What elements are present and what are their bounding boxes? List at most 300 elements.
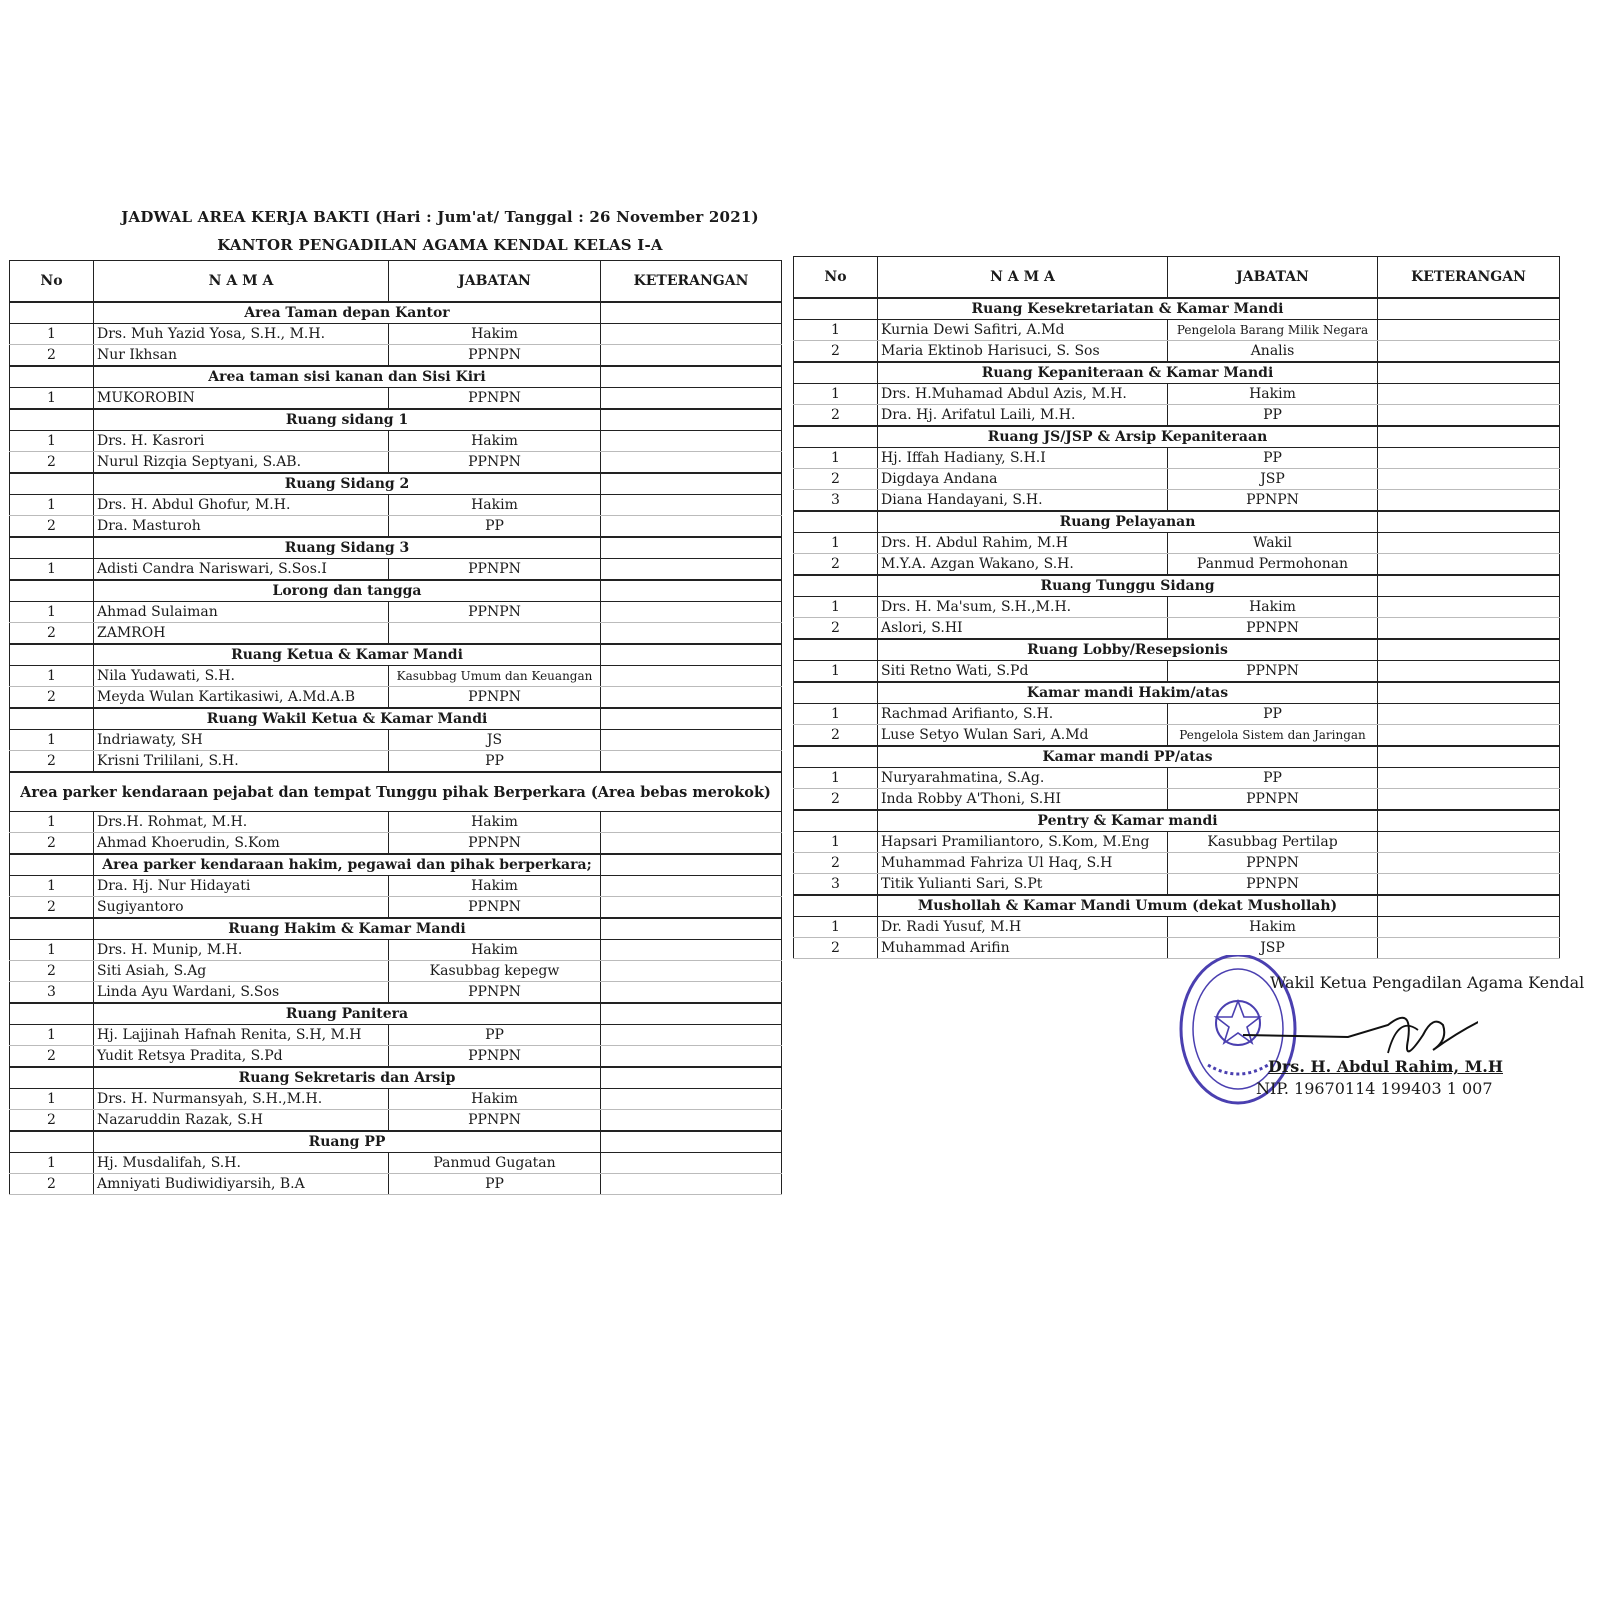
person-name: Siti Asiah, S.Ag [94,961,389,982]
remarks-cell [1378,554,1560,576]
table-row [10,961,782,982]
section-keterangan-cell [601,409,782,431]
table-row [794,405,1560,427]
table-row [10,388,782,410]
person-position: PP [389,516,601,538]
section-keterangan-cell [1378,895,1560,917]
person-position: Hakim [389,812,601,833]
person-position: Hakim [389,431,601,452]
column-header-nama: N A M A [878,257,1168,299]
row-number: 1 [794,448,878,469]
table-header-row [10,261,782,303]
person-name: Drs. H. Abdul Ghofur, M.H. [94,495,389,516]
table-row [10,687,782,709]
person-name: Nazaruddin Razak, S.H [94,1110,389,1132]
signature-block [1178,955,1585,1115]
table-row [794,554,1560,576]
row-number: 3 [794,874,878,896]
section-keterangan-cell [601,537,782,559]
section-no-cell [794,639,878,661]
row-number: 1 [10,666,94,687]
person-name: Dra. Hj. Nur Hidayati [94,876,389,897]
person-name: Drs. H. Nurmansyah, S.H.,M.H. [94,1089,389,1110]
remarks-cell [1378,384,1560,405]
section-title: Area taman sisi kanan dan Sisi Kiri [94,366,601,388]
section-title: Ruang Tunggu Sidang [878,575,1378,597]
section-keterangan-cell [1378,575,1560,597]
table-body-left [10,302,782,1195]
remarks-cell [1378,917,1560,938]
person-name: Muhammad Fahriza Ul Haq, S.H [878,853,1168,874]
person-name: Diana Handayani, S.H. [878,490,1168,512]
person-name: Krisni Trililani, S.H. [94,751,389,773]
section-keterangan-cell [1378,810,1560,832]
person-position: PP [389,751,601,773]
schedule-table-right [793,256,1560,959]
person-position: Hakim [389,1089,601,1110]
table-row [10,1089,782,1110]
section-row [794,810,1560,832]
section-keterangan-cell [601,473,782,495]
person-position: Kasubbag Umum dan Keuangan [389,666,601,687]
remarks-cell [601,1046,782,1068]
section-row [794,362,1560,384]
person-position: PPNPN [389,982,601,1004]
row-number: 1 [10,602,94,623]
person-position: Analis [1168,341,1378,363]
person-name: Linda Ayu Wardani, S.Sos [94,982,389,1004]
row-number: 2 [10,516,94,538]
row-number: 1 [10,1153,94,1174]
person-name: Sugiyantoro [94,897,389,919]
section-keterangan-cell [601,1131,782,1153]
table-row [10,452,782,474]
person-name: Drs. H.Muhamad Abdul Azis, M.H. [878,384,1168,405]
section-title: Ruang Wakil Ketua & Kamar Mandi [94,708,601,730]
person-position: Wakil [1168,533,1378,554]
person-position: Hakim [389,876,601,897]
remarks-cell [601,666,782,687]
row-number: 1 [794,832,878,853]
remarks-cell [1378,832,1560,853]
remarks-cell [601,1174,782,1195]
table-row [794,597,1560,618]
person-position: JS [389,730,601,751]
signatory-title: Wakil Ketua Pengadilan Agama Kendal [1270,973,1585,992]
section-row [10,708,782,730]
person-position: Hakim [389,940,601,961]
person-name: Drs. Muh Yazid Yosa, S.H., M.H. [94,324,389,345]
column-header-nama: N A M A [94,261,389,303]
section-row [10,772,782,812]
remarks-cell [601,940,782,961]
person-position: PPNPN [389,1110,601,1132]
person-name: Luse Setyo Wulan Sari, A.Md [878,725,1168,747]
row-number: 2 [10,687,94,709]
person-position: PPNPN [389,602,601,623]
section-no-cell [794,746,878,768]
person-position: PPNPN [389,388,601,410]
section-keterangan-cell [601,918,782,940]
remarks-cell [1378,618,1560,640]
table-row [794,725,1560,747]
remarks-cell [1378,405,1560,427]
table-row [794,341,1560,363]
remarks-cell [1378,597,1560,618]
table-row [10,876,782,897]
section-title: Ruang JS/JSP & Arsip Kepaniteraan [878,426,1378,448]
section-keterangan-cell [601,708,782,730]
row-number: 1 [10,388,94,410]
section-no-cell [10,580,94,602]
row-number: 2 [794,554,878,576]
person-name: Drs. H. Kasrori [94,431,389,452]
row-number: 1 [794,661,878,683]
section-no-cell [10,473,94,495]
section-no-cell [10,918,94,940]
remarks-cell [601,876,782,897]
remarks-cell [1378,704,1560,725]
remarks-cell [601,1110,782,1132]
person-name: Nur Ikhsan [94,345,389,367]
table-row [10,495,782,516]
remarks-cell [601,687,782,709]
row-number: 2 [794,853,878,874]
section-no-cell [794,511,878,533]
remarks-cell [1378,853,1560,874]
section-title: Ruang Panitera [94,1003,601,1025]
person-name: Drs. H. Abdul Rahim, M.H [878,533,1168,554]
section-keterangan-cell [1378,511,1560,533]
row-number: 1 [10,1089,94,1110]
person-name: ZAMROH [94,623,389,645]
row-number: 2 [10,345,94,367]
section-no-cell [10,409,94,431]
row-number: 2 [10,452,94,474]
column-header-no: No [794,257,878,299]
row-number: 2 [794,618,878,640]
section-row [10,580,782,602]
table-row [10,730,782,751]
person-name: Meyda Wulan Kartikasiwi, A.Md.A.B [94,687,389,709]
person-name: Drs. H. Munip, M.H. [94,940,389,961]
person-position: Kasubbag Pertilap [1168,832,1378,853]
section-title: Ruang Pelayanan [878,511,1378,533]
remarks-cell [601,602,782,623]
section-title: Ruang Kesekretariatan & Kamar Mandi [878,298,1378,320]
table-row [794,768,1560,789]
row-number: 1 [10,940,94,961]
column-header-jabatan: JABATAN [389,261,601,303]
remarks-cell [1378,490,1560,512]
row-number: 1 [794,320,878,341]
person-name: Hapsari Pramiliantoro, S.Kom, M.Eng [878,832,1168,853]
table-row [10,602,782,623]
person-position: Kasubbag kepegw [389,961,601,982]
row-number: 2 [10,751,94,773]
section-row [10,1067,782,1089]
section-no-cell [794,575,878,597]
section-row [10,537,782,559]
section-keterangan-cell [1378,746,1560,768]
person-position: PP [1168,448,1378,469]
table-row [794,533,1560,554]
person-name: Indriawaty, SH [94,730,389,751]
table-header-row [794,257,1560,299]
table-row [794,490,1560,512]
person-position: Pengelola Sistem dan Jaringan [1168,725,1378,747]
person-position: PP [1168,405,1378,427]
remarks-cell [1378,320,1560,341]
table-row [794,704,1560,725]
remarks-cell [1378,341,1560,363]
section-no-cell [794,362,878,384]
row-number: 2 [794,938,878,959]
section-keterangan-cell [601,644,782,666]
remarks-cell [1378,448,1560,469]
person-position: PPNPN [1168,618,1378,640]
person-name: Hj. Iffah Hadiany, S.H.I [878,448,1168,469]
person-name: Drs.H. Rohmat, M.H. [94,812,389,833]
section-row [794,511,1560,533]
table-row [10,345,782,367]
table-row [10,833,782,855]
section-no-cell [794,682,878,704]
section-title: Ruang Ketua & Kamar Mandi [94,644,601,666]
section-row [10,1131,782,1153]
row-number: 1 [10,559,94,581]
table-row [10,1153,782,1174]
row-number: 2 [794,405,878,427]
person-name: MUKOROBIN [94,388,389,410]
person-name: Nurul Rizqia Septyani, S.AB. [94,452,389,474]
signatory-name: Drs. H. Abdul Rahim, M.H [1268,1057,1503,1076]
table-row [10,1110,782,1132]
person-position: PPNPN [389,1046,601,1068]
person-position: PPNPN [1168,490,1378,512]
remarks-cell [601,516,782,538]
section-no-cell [10,366,94,388]
section-title: Area parker kendaraan pejabat dan tempat Tunggu pihak Berperkara (Area bebas merokok) [10,772,782,812]
section-row [794,895,1560,917]
remarks-cell [601,730,782,751]
person-name: Dra. Masturoh [94,516,389,538]
person-position: Pengelola Barang Milik Negara [1168,320,1378,341]
section-title: Ruang Kepaniteraan & Kamar Mandi [878,362,1378,384]
remarks-cell [601,897,782,919]
person-name: Hj. Musdalifah, S.H. [94,1153,389,1174]
section-no-cell [10,537,94,559]
person-name: Dr. Radi Yusuf, M.H [878,917,1168,938]
remarks-cell [1378,469,1560,490]
document-subtitle: KANTOR PENGADILAN AGAMA KENDAL KELAS I-A [217,236,663,254]
person-position: Hakim [389,495,601,516]
section-keterangan-cell [601,854,782,876]
row-number: 1 [794,384,878,405]
section-no-cell [10,708,94,730]
row-number: 3 [10,982,94,1004]
section-keterangan-cell [1378,639,1560,661]
section-row [10,366,782,388]
row-number: 1 [10,495,94,516]
row-number: 1 [10,812,94,833]
section-title: Ruang Sidang 3 [94,537,601,559]
remarks-cell [1378,725,1560,747]
row-number: 1 [10,876,94,897]
table-body-right [794,298,1560,959]
section-row [794,298,1560,320]
schedule-table-left [9,260,782,1195]
section-keterangan-cell [1378,682,1560,704]
person-name: Ahmad Sulaiman [94,602,389,623]
table-row [794,384,1560,405]
person-position: PPNPN [1168,853,1378,874]
remarks-cell [601,388,782,410]
table-row [10,666,782,687]
section-title: Kamar mandi PP/atas [878,746,1378,768]
person-name: Drs. H. Ma'sum, S.H.,M.H. [878,597,1168,618]
section-row [10,918,782,940]
remarks-cell [601,833,782,855]
row-number: 2 [10,961,94,982]
section-no-cell [794,895,878,917]
row-number: 2 [10,1046,94,1068]
section-title: Ruang sidang 1 [94,409,601,431]
person-name: Amniyati Budiwidiyarsih, B.A [94,1174,389,1195]
table-row [10,516,782,538]
row-number: 1 [794,533,878,554]
row-number: 1 [794,704,878,725]
section-title: Ruang Hakim & Kamar Mandi [94,918,601,940]
row-number: 1 [10,324,94,345]
section-title: Lorong dan tangga [94,580,601,602]
section-row [794,682,1560,704]
row-number: 2 [10,833,94,855]
section-row [10,409,782,431]
person-position: PPNPN [389,687,601,709]
person-position: Hakim [1168,597,1378,618]
person-name: Dra. Hj. Arifatul Laili, M.H. [878,405,1168,427]
document-title: JADWAL AREA KERJA BAKTI (Hari : Jum'at/ Tanggal : 26 November 2021) [121,208,759,226]
section-title: Ruang PP [94,1131,601,1153]
person-position: PPNPN [389,452,601,474]
table-row [10,812,782,833]
section-title: Mushollah & Kamar Mandi Umum (dekat Mushollah) [878,895,1378,917]
section-title: Ruang Lobby/Resepsionis [878,639,1378,661]
person-position: Panmud Gugatan [389,1153,601,1174]
section-row [10,644,782,666]
section-keterangan-cell [601,1067,782,1089]
person-position: PP [389,1025,601,1046]
remarks-cell [601,559,782,581]
person-position: PPNPN [1168,661,1378,683]
table-row [794,832,1560,853]
remarks-cell [601,324,782,345]
remarks-cell [601,751,782,773]
person-position: JSP [1168,938,1378,959]
signatory-nip: NIP. 19670114 199403 1 007 [1256,1079,1493,1098]
section-keterangan-cell [601,580,782,602]
table-row [10,751,782,773]
section-row [10,302,782,324]
remarks-cell [601,452,782,474]
remarks-cell [601,1025,782,1046]
person-name: Muhammad Arifin [878,938,1168,959]
table-row [10,940,782,961]
section-no-cell [10,1067,94,1089]
remarks-cell [601,982,782,1004]
person-name: Nuryarahmatina, S.Ag. [878,768,1168,789]
column-header-jabatan: JABATAN [1168,257,1378,299]
section-row [794,426,1560,448]
person-position: Hakim [1168,384,1378,405]
person-name: Aslori, S.HI [878,618,1168,640]
section-title: Ruang Sidang 2 [94,473,601,495]
person-position: PPNPN [1168,874,1378,896]
section-no-cell [794,426,878,448]
person-name: Maria Ektinob Harisuci, S. Sos [878,341,1168,363]
section-keterangan-cell [601,1003,782,1025]
person-position: PPNPN [389,345,601,367]
table-row [10,1025,782,1046]
person-position: PP [1168,768,1378,789]
section-row [10,854,782,876]
row-number: 1 [10,431,94,452]
table-row [10,623,782,645]
person-name: Hj. Lajjinah Hafnah Renita, S.H, M.H [94,1025,389,1046]
person-name: Titik Yulianti Sari, S.Pt [878,874,1168,896]
person-name: Yudit Retsya Pradita, S.Pd [94,1046,389,1068]
row-number: 2 [10,623,94,645]
column-header-no: No [10,261,94,303]
person-name: Ahmad Khoerudin, S.Kom [94,833,389,855]
column-header-keterangan: KETERANGAN [1378,257,1560,299]
person-name: Inda Robby A'Thoni, S.HI [878,789,1168,811]
person-position: PP [389,1174,601,1195]
row-number: 2 [794,341,878,363]
table-row [10,324,782,345]
row-number: 2 [10,1110,94,1132]
section-row [794,575,1560,597]
section-row [10,473,782,495]
table-row [10,1046,782,1068]
row-number: 1 [10,1025,94,1046]
person-name: Nila Yudawati, S.H. [94,666,389,687]
section-keterangan-cell [1378,362,1560,384]
table-row [794,661,1560,683]
section-row [794,746,1560,768]
person-name: Adisti Candra Nariswari, S.Sos.I [94,559,389,581]
section-title: Area parker kendaraan hakim, pegawai dan pihak berperkara; [94,854,601,876]
section-keterangan-cell [601,302,782,324]
table-row [794,789,1560,811]
table-row [10,897,782,919]
row-number: 2 [794,725,878,747]
table-row [794,618,1560,640]
section-no-cell [10,1131,94,1153]
person-name: M.Y.A. Azgan Wakano, S.H. [878,554,1168,576]
row-number: 1 [794,917,878,938]
row-number: 2 [10,1174,94,1195]
remarks-cell [601,812,782,833]
person-name: Digdaya Andana [878,469,1168,490]
person-name: Rachmad Arifianto, S.H. [878,704,1168,725]
section-title: Area Taman depan Kantor [94,302,601,324]
remarks-cell [1378,874,1560,896]
person-name: Siti Retno Wati, S.Pd [878,661,1168,683]
person-position: PPNPN [1168,789,1378,811]
section-no-cell [794,298,878,320]
